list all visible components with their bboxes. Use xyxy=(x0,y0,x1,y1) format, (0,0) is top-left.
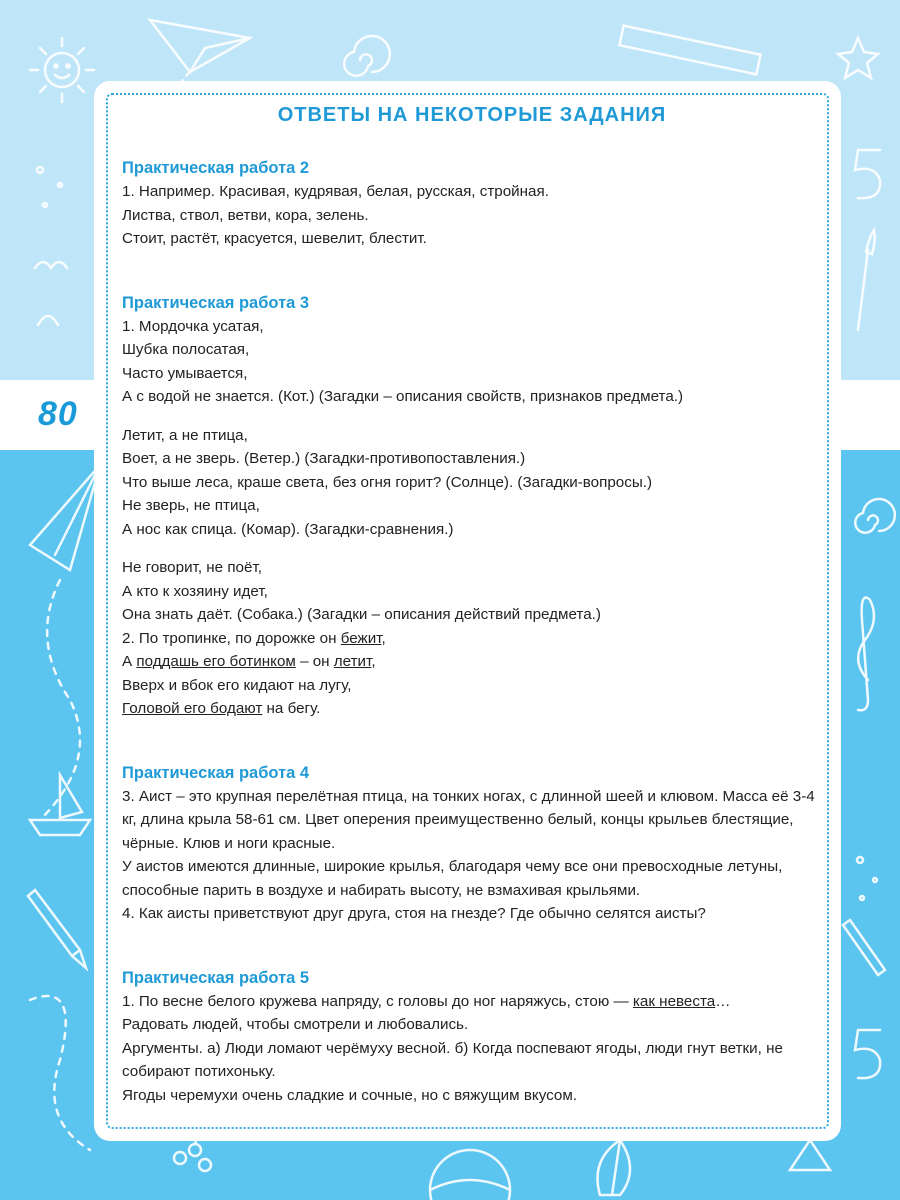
underlined-word: поддашь его ботинком xyxy=(136,653,296,670)
text-line: Ягоды черемухи очень сладкие и сочные, но с вяжущим вкусом. xyxy=(122,1086,578,1104)
poem-line xyxy=(122,650,822,674)
text-paragraph: 3. Аист – это крупная перелётная птица, на тонких ногах, с длинной шеей и клювом. Масса её 3-4 кг, длина крыла 58-61 см. Цвет оперения преимущественно белый, концы крыльев блестящие, чёрные. Клюв и ноги красные. xyxy=(122,787,815,852)
poem-line: Вверх и вбок его кидают на лугу, xyxy=(122,676,352,694)
section-heading: Практическая работа 4 xyxy=(122,763,310,782)
poem-text: – он xyxy=(295,653,334,670)
section-heading: Практическая работа 5 xyxy=(122,968,310,987)
page-title: ОТВЕТЫ НА НЕКОТОРЫЕ ЗАДАНИЯ xyxy=(277,104,667,126)
poem-text: , xyxy=(381,629,386,647)
text-line: Не говорит, не поёт, xyxy=(122,559,262,576)
underlined-word: бежит xyxy=(340,629,382,647)
text-line: Воет, а не зверь. (Ветер.) (Загадки-противопоставления.) xyxy=(122,450,526,467)
poem-text: , xyxy=(371,653,376,670)
text-line: А нос как спица. (Комар). (Загадки-сравнения.) xyxy=(122,520,454,538)
text-line: Часто умывается, xyxy=(122,364,248,382)
poem-text: А xyxy=(122,653,137,670)
line-text: … xyxy=(715,992,731,1010)
page-number: 80 xyxy=(38,395,78,433)
section-heading: Практическая работа 2 xyxy=(122,159,310,177)
text-paragraph: У аистов имеются длинные, широкие крылья, благодаря чему все они превосходные летуны, способные парить в воздухе и набирать высоту, не взмахивая крыльями. xyxy=(122,858,783,899)
text-line: А кто к хозяину идет, xyxy=(122,582,268,600)
section-heading: Практическая работа 3 xyxy=(122,293,310,312)
text-line: Шубка полосатая, xyxy=(122,341,250,358)
poem-text: 2. По тропинке, по дорожке он xyxy=(122,629,341,647)
text-line: Она знать даёт. (Собака.) (Загадки – описания действий предмета.) xyxy=(122,606,601,623)
underlined-word: как невеста xyxy=(632,992,716,1010)
text-line: Не зверь, не птица, xyxy=(122,497,260,514)
text-line: Радовать людей, чтобы смотрели и любовались. xyxy=(122,1016,469,1033)
text-paragraph: Аргументы. а) Люди ломают черёмуху весной. б) Когда поспевают ягоды, люди гнут ветки, не собирают потихоньку. xyxy=(122,1039,783,1080)
underlined-word: летит xyxy=(333,653,372,670)
underlined-word: Головой его бодают xyxy=(122,700,263,717)
line-text: 1. По весне белого кружева напряду, с головы до ног наряжусь, стою — xyxy=(122,992,633,1010)
text-line xyxy=(122,990,822,1014)
text-line: А с водой не знается. (Кот.) (Загадки – описания свойств, признаков предмета.) xyxy=(122,388,684,405)
text-line: Летит, а не птица, xyxy=(122,426,248,444)
text-line: 1. Мордочка усатая, xyxy=(122,317,264,335)
text-line: Листва, ствол, ветви, кора, зелень. xyxy=(122,206,369,224)
poem-line xyxy=(122,697,822,721)
answers-content xyxy=(122,100,822,1107)
poem-line xyxy=(122,627,822,651)
text-paragraph: 4. Как аисты приветствуют друг друга, стоя на гнезде? Где обычно селятся аисты? xyxy=(122,905,706,922)
poem-text: на бегу. xyxy=(262,700,321,717)
text-line: Что выше леса, краше света, без огня горит? (Солнце). (Загадки-вопросы.) xyxy=(122,473,653,491)
text-line: Стоит, растёт, красуется, шевелит, блестит. xyxy=(122,230,427,247)
text-line: 1. Например. Красивая, кудрявая, белая, русская, стройная. xyxy=(122,183,549,200)
